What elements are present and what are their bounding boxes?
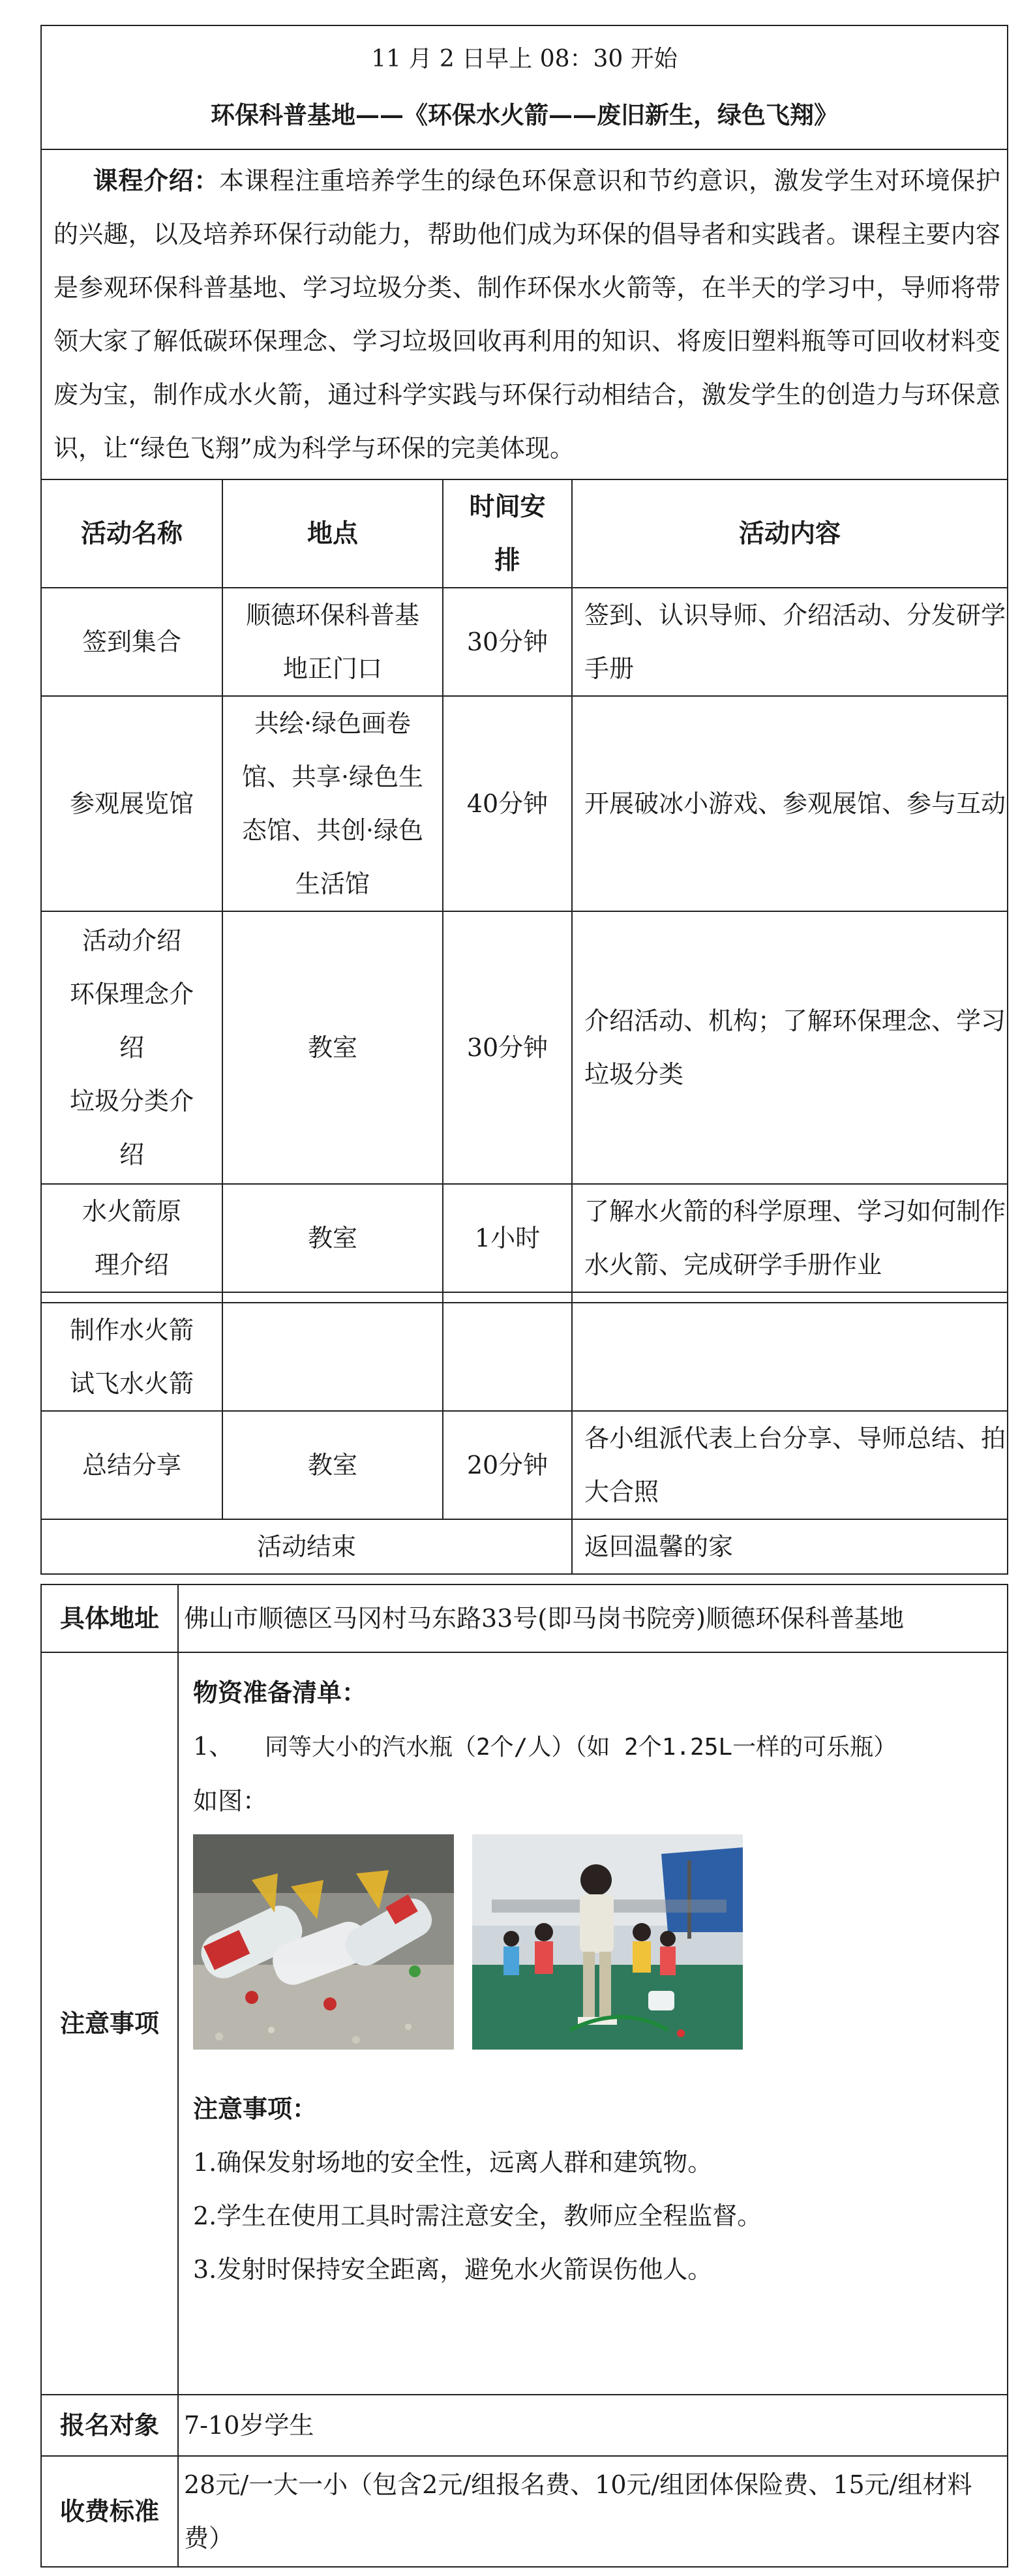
target-value: 7-10岁学生 — [178, 2395, 1008, 2456]
row-name: 制作水火箭 试飞水火箭 — [41, 1303, 222, 1411]
row-time: 20分钟 — [443, 1411, 572, 1519]
table-row — [41, 1184, 1008, 1292]
row-place: 共绘·绿色画卷馆、共享·绿色生态馆、共创·绿色生活馆 — [222, 696, 443, 911]
row-content: 开展破冰小游戏、参观展馆、参与互动 — [572, 696, 1008, 911]
fee-value: 28元/一大一小（包含2元/组报名费、10元/组团体保险费、15元/组材料费） — [178, 2456, 1008, 2567]
row-content — [572, 1303, 1008, 1411]
course-title: 环保科普基地——《环保水火箭——废旧新生，绿色飞翔》 — [211, 100, 838, 129]
end-content: 返回温馨的家 — [572, 1519, 1008, 1574]
row-name: 总结分享 — [41, 1411, 222, 1519]
document-sheet — [40, 25, 1007, 2568]
table-row — [41, 1303, 1008, 1411]
intro-cell — [41, 149, 1008, 479]
materials-see: 如图： — [193, 1787, 268, 1815]
table-row — [41, 1411, 1008, 1519]
row-time: 40分钟 — [443, 696, 572, 911]
col-header-time: 时间安排 — [443, 479, 572, 588]
row-place: 教室 — [222, 1184, 443, 1292]
note-item: 3.发射时保持安全距离，避免水火箭误伤他人。 — [193, 2255, 713, 2284]
schedule-table — [40, 25, 1008, 1575]
row-content: 了解水火箭的科学原理、学习如何制作水火箭、完成研学手册作业 — [572, 1184, 1008, 1292]
time-line: 11 月 2 日早上 08：30 开始 — [371, 46, 678, 72]
notes-row — [41, 1652, 1008, 2395]
row-time: 1小时 — [443, 1184, 572, 1292]
students-launch-photo — [472, 1834, 743, 2050]
notes-cell — [178, 1652, 1008, 2395]
end-label: 活动结束 — [41, 1519, 572, 1574]
note-item: 2.学生在使用工具时需注意安全，教师应全程监督。 — [193, 2202, 762, 2230]
notes-label: 注意事项 — [41, 1652, 178, 2395]
table-row — [41, 911, 1008, 1184]
notes-title: 注意事项： — [193, 2094, 318, 2123]
row-time — [443, 1303, 572, 1411]
bottles-photo — [193, 1834, 454, 2050]
materials-item-num: 1、 — [193, 1732, 234, 1761]
row-place: 教室 — [222, 911, 443, 1184]
row-name: 活动介绍 环保理念介绍 垃圾分类介绍 — [41, 911, 222, 1184]
address-label: 具体地址 — [41, 1584, 178, 1652]
students-image-icon — [472, 1834, 743, 2050]
materials-item-text: 同等大小的汽水瓶（2个/人）（如 2个1.25L一样的可乐瓶） — [265, 1734, 897, 1761]
intro-text: 本课程注重培养学生的绿色环保意识和节约意识，激发学生对环境保护的兴趣，以及培养环保行动能力，帮助他们成为环保的倡导者和实践者。课程主要内容是参观环保科普基地、学习垃圾分类、制作环保水火箭等，在半天的学习中，导师将带领大家了解低碳环保理念、学习垃圾回收再利用的知识、将废旧塑料瓶等可回收材料变废为宝，制作成水火箭，通过科学实践与环保行动相结合，激发学生的创造力与环保意识，让“绿色飞翔”成为科学与环保的完美体现。 — [53, 166, 1000, 462]
row-time: 30分钟 — [443, 911, 572, 1184]
row-name: 水火箭原理介绍 — [41, 1184, 222, 1292]
end-row — [41, 1519, 1008, 1574]
row-place: 顺德环保科普基地正门口 — [222, 588, 443, 696]
photo-row — [193, 1834, 993, 2050]
row-place: 教室 — [222, 1411, 443, 1519]
intro-lead: 课程介绍： — [93, 166, 219, 195]
col-header-name: 活动名称 — [41, 479, 222, 588]
bottles-image-icon — [193, 1834, 454, 2050]
target-label: 报名对象 — [41, 2395, 178, 2456]
row-name: 签到集合 — [41, 588, 222, 696]
row-place — [222, 1303, 443, 1411]
row-content: 签到、认识导师、介绍活动、分发研学手册 — [572, 588, 1008, 696]
row-time: 30分钟 — [443, 588, 572, 696]
row-content: 介绍活动、机构；了解环保理念、学习垃圾分类 — [572, 911, 1008, 1184]
fee-label: 收费标准 — [41, 2456, 178, 2567]
row-name: 参观展览馆 — [41, 696, 222, 911]
fee-row — [41, 2456, 1008, 2567]
info-table — [40, 1584, 1008, 2568]
table-row — [41, 588, 1008, 696]
col-header-content: 活动内容 — [572, 479, 1008, 588]
table-row — [41, 696, 1008, 911]
address-row — [41, 1584, 1008, 1652]
row-content: 各小组派代表上台分享、导师总结、拍大合照 — [572, 1411, 1008, 1519]
target-row — [41, 2395, 1008, 2456]
header-cell — [41, 25, 1008, 149]
note-item: 1.确保发射场地的安全性，远离人群和建筑物。 — [193, 2148, 713, 2177]
materials-title: 物资准备清单： — [193, 1678, 367, 1707]
materials-item — [193, 1720, 993, 1774]
col-header-place: 地点 — [222, 479, 443, 588]
address-value: 佛山市顺德区马冈村马东路33号(即马岗书院旁)顺德环保科普基地 — [178, 1584, 1008, 1652]
